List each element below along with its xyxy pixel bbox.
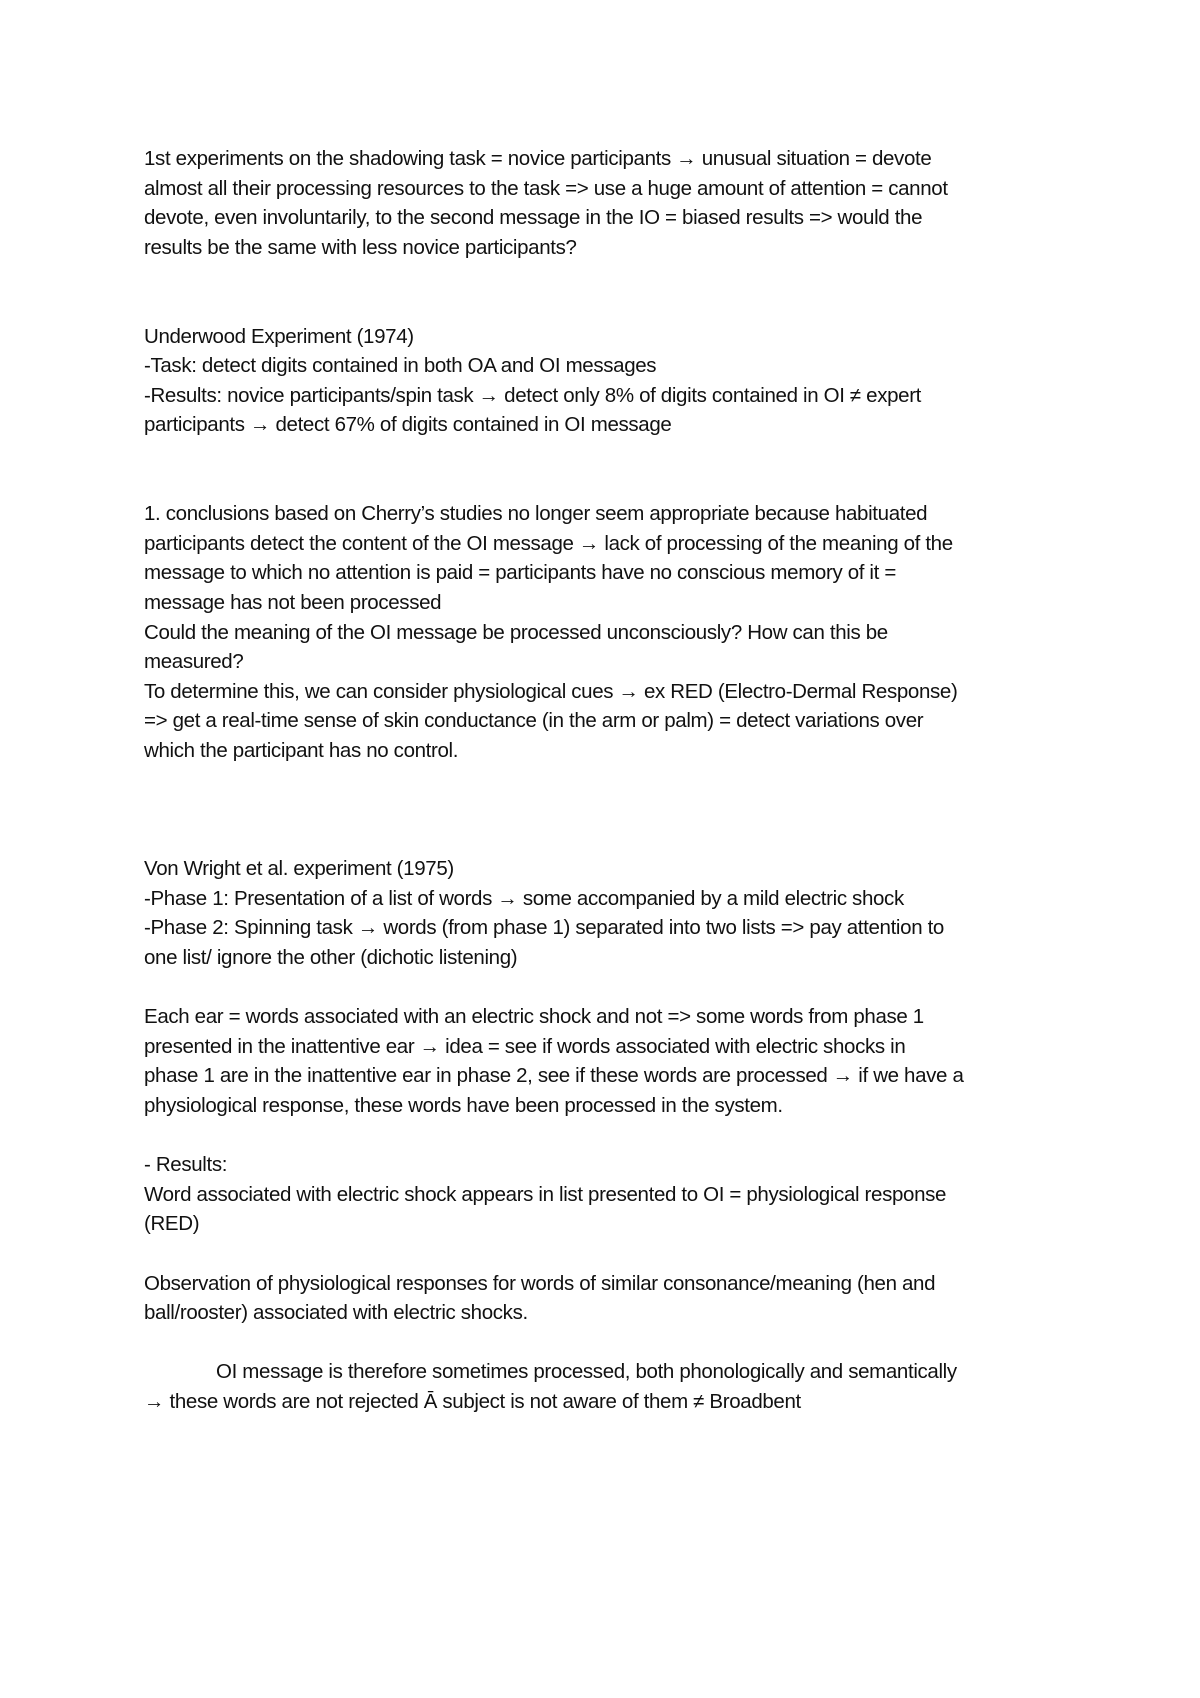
text-line: 1. conclusions based on Cherry’s studies no longer seem appropriate because habituated xyxy=(144,502,928,526)
section-heading: Von Wright et al. experiment (1975) xyxy=(144,857,454,881)
intro-paragraph xyxy=(144,144,1074,262)
text-line: -Phase 2: Spinning task → words (from phase 1) separated into two lists => pay attention to xyxy=(144,916,944,940)
vonwright-section xyxy=(144,854,1074,972)
spacer xyxy=(144,1239,1074,1269)
text-line: which the participant has no control. xyxy=(144,738,459,762)
section-heading: Underwood Experiment (1974) xyxy=(144,324,414,348)
text-line: phase 1 are in the inattentive ear in phase 2, see if these words are processed → if we have a xyxy=(144,1064,964,1088)
text-line: Word associated with electric shock appears in list presented to OI = physiological response xyxy=(144,1182,947,1206)
text-line: presented in the inattentive ear → idea = see if words associated with electric shocks in xyxy=(144,1034,906,1058)
text-line: -Task: detect digits contained in both OA and OI messages xyxy=(144,354,657,378)
spacer xyxy=(144,1121,1074,1151)
text-line: 1st experiments on the shadowing task = novice participants → unusual situation = devote xyxy=(144,147,932,170)
text-line: measured? xyxy=(144,650,244,674)
text-line: -Results: novice participants/spin task → detect only 8% of digits contained in OI ≠ expert xyxy=(144,383,922,407)
conclusions-section xyxy=(144,499,1074,765)
text-line: devote, even involuntarily, to the second message in the IO = biased results => would the xyxy=(144,206,923,230)
text-line: -Phase 1: Presentation of a list of words → some accompanied by a mild electric shock xyxy=(144,886,904,910)
results-paragraph xyxy=(144,1150,1074,1239)
text-line: => get a real-time sense of skin conductance (in the arm or palm) = detect variations over xyxy=(144,709,924,733)
spacer xyxy=(144,440,1074,499)
text-line: physiological response, these words have been processed in the system. xyxy=(144,1094,783,1118)
text-line: one list/ ignore the other (dichotic listening) xyxy=(144,946,518,970)
text-line: message has not been processed xyxy=(144,590,442,614)
final-paragraph xyxy=(144,1357,1074,1416)
text-line: (RED) xyxy=(144,1212,200,1236)
text-line: participants detect the content of the OI message → lack of processing of the meaning of the xyxy=(144,531,953,555)
text-line: ball/rooster) associated with electric shocks. xyxy=(144,1301,528,1325)
text-line: OI message is therefore sometimes processed, both phonologically and semantically xyxy=(216,1360,957,1384)
underwood-section xyxy=(144,322,1074,440)
text-line: - Results: xyxy=(144,1153,228,1177)
text-line: message to which no attention is paid = participants have no conscious memory of it = xyxy=(144,561,896,585)
spacer xyxy=(144,262,1074,321)
spacer xyxy=(144,1328,1074,1358)
spacer xyxy=(144,765,1074,854)
text-line: Observation of physiological responses for words of similar consonance/meaning (hen and xyxy=(144,1271,936,1295)
text-line: Could the meaning of the OI message be processed unconsciously? How can this be xyxy=(144,620,888,644)
observation-paragraph xyxy=(144,1269,1074,1328)
text-line: → these words are not rejected Ā subject is not aware of them ≠ Broadbent xyxy=(144,1389,801,1413)
spacer xyxy=(144,973,1074,1003)
text-line: To determine this, we can consider physiological cues → ex RED (Electro-Dermal Response) xyxy=(144,679,958,703)
text-line: participants → detect 67% of digits contained in OI message xyxy=(144,413,672,437)
text-line: almost all their processing resources to the task => use a huge amount of attention = cannot xyxy=(144,176,948,200)
each-ear-paragraph xyxy=(144,1002,1074,1120)
document-body xyxy=(144,144,1074,1417)
text-line: results be the same with less novice participants? xyxy=(144,235,577,259)
text-line: Each ear = words associated with an electric shock and not => some words from phase 1 xyxy=(144,1005,924,1029)
